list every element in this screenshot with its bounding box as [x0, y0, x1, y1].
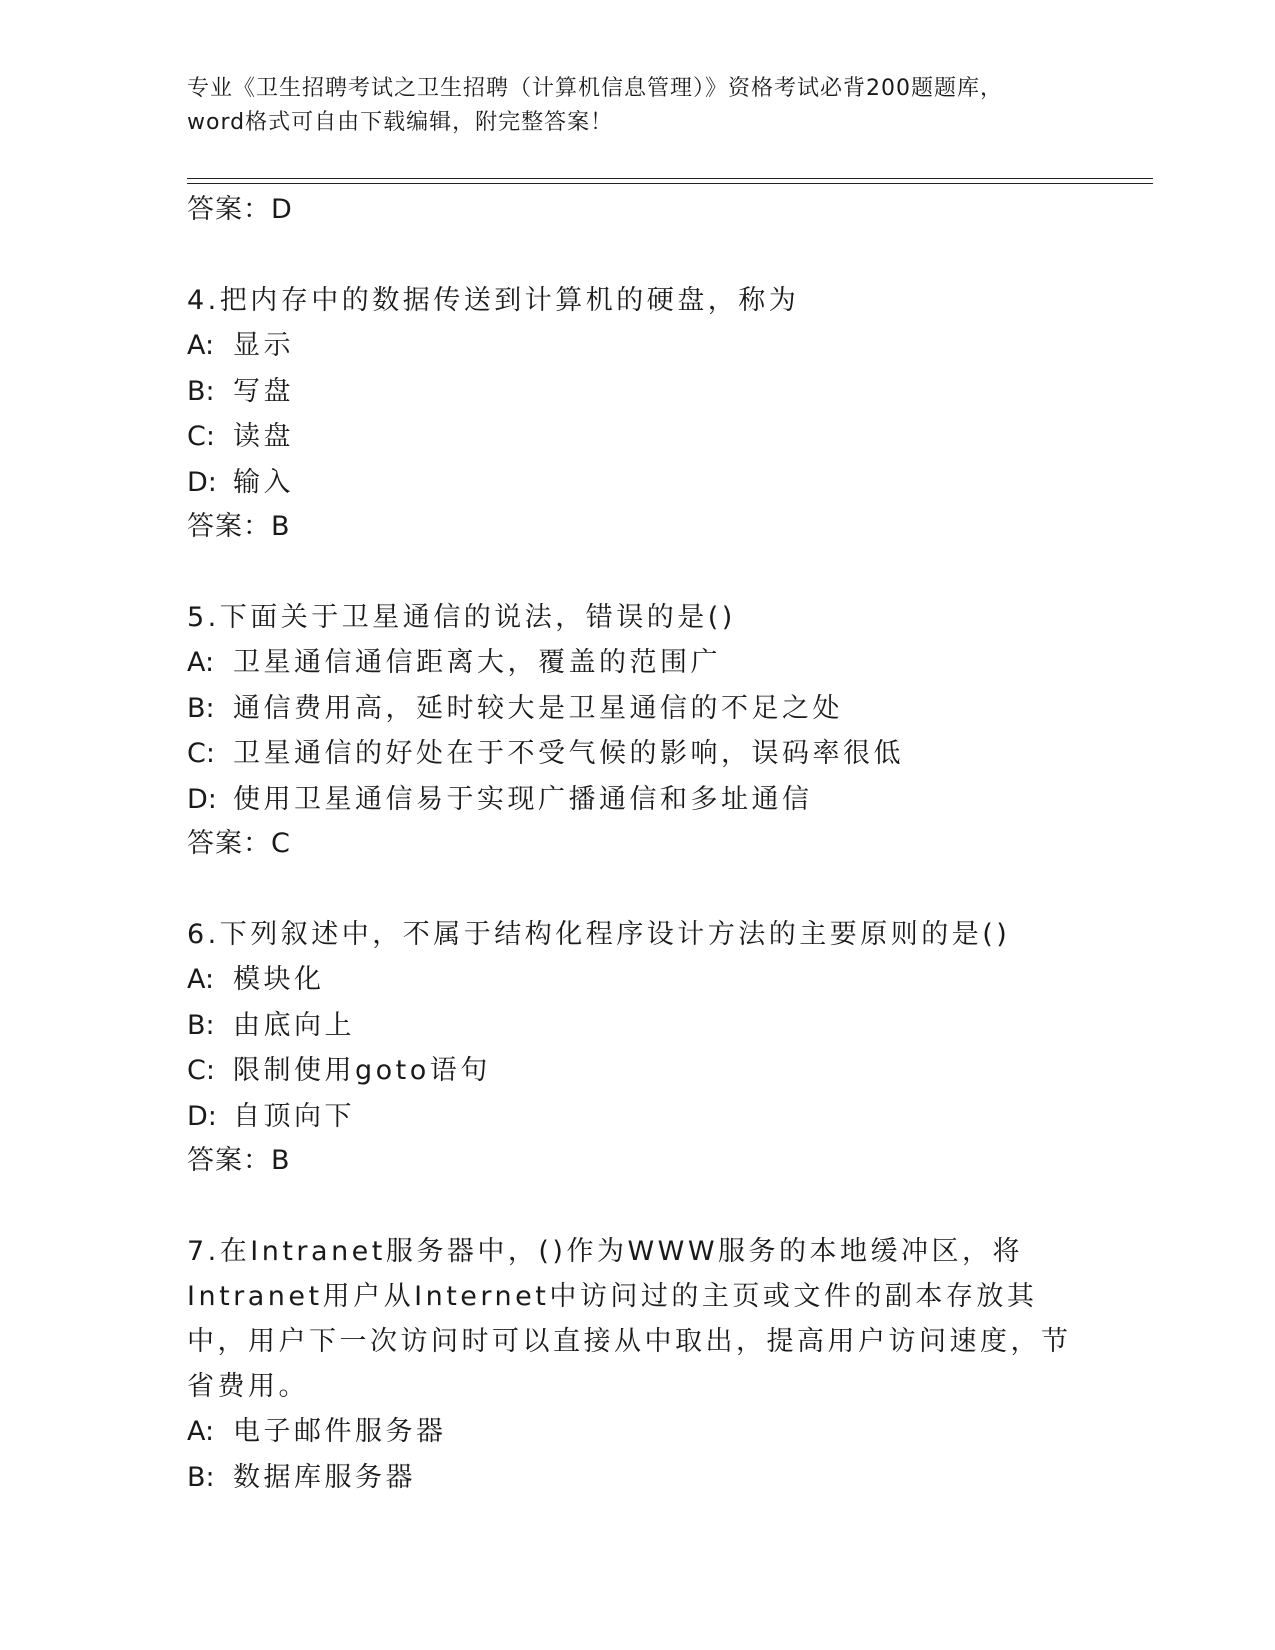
option-d	[187, 777, 1087, 823]
option-key: B:	[187, 1009, 215, 1041]
option-key: A:	[187, 964, 215, 995]
option-b	[187, 1455, 1087, 1501]
option-text: 写盘	[233, 375, 294, 407]
question-stem: 6.下列叙述中，不属于结构化程序设计方法的主要原则的是()	[187, 919, 1011, 950]
question-block	[187, 278, 1087, 549]
answer-line: 答案：B	[187, 511, 291, 542]
option-key: A:	[187, 647, 215, 678]
option-text: 自顶向下	[233, 1100, 355, 1132]
option-text: 读盘	[233, 421, 294, 452]
option-d	[187, 1094, 1087, 1140]
option-d	[187, 460, 1087, 506]
option-text: 卫星通信通信距离大，覆盖的范围广	[233, 647, 721, 678]
option-b	[187, 1003, 1087, 1049]
option-key: C:	[187, 1055, 215, 1086]
question-block	[187, 595, 1087, 866]
option-a	[187, 957, 1087, 1003]
header-divider-top	[187, 178, 1153, 179]
option-c	[187, 414, 1087, 460]
header-line-1: 专业《卫生招聘考试之卫生招聘（计算机信息管理）》资格考试必背200题题库，	[187, 76, 1003, 101]
option-b	[187, 369, 1087, 415]
option-key: A:	[187, 1416, 215, 1447]
answer-line: 答案：B	[187, 1145, 291, 1176]
header-divider-bottom	[187, 183, 1153, 184]
question-stem: 7.在Intranet服务器中，()作为WWW服务的本地缓冲区，将Intranet用户从Internet中访问过的主页或文件的副本存放其中，用户下一次访问时可以直接从中取出，提高用户访问速度，节省费用。	[187, 1236, 1072, 1402]
option-text: 输入	[233, 466, 294, 498]
question-stem: 4.把内存中的数据传送到计算机的硬盘，称为	[187, 285, 800, 316]
option-key: B:	[187, 692, 215, 724]
option-text: 模块化	[233, 964, 325, 995]
document-body	[187, 188, 1087, 1500]
option-text: 由底向上	[233, 1009, 355, 1041]
question-block	[187, 1229, 1087, 1500]
question-stem: 5.下面关于卫星通信的说法，错误的是()	[187, 602, 736, 633]
option-key: D:	[187, 466, 217, 498]
option-text: 通信费用高，延时较大是卫星通信的不足之处	[233, 692, 843, 724]
option-b	[187, 686, 1087, 732]
option-a	[187, 1409, 1087, 1455]
option-key: A:	[187, 330, 215, 361]
option-text: 电子邮件服务器	[233, 1416, 447, 1447]
option-a	[187, 323, 1087, 369]
header-line-2: word格式可自由下载编辑，附完整答案！	[187, 110, 614, 135]
option-text: 显示	[233, 330, 294, 361]
option-key: B:	[187, 1461, 215, 1493]
option-key: D:	[187, 783, 217, 815]
question-block	[187, 912, 1087, 1183]
option-text: 数据库服务器	[233, 1461, 416, 1493]
option-c	[187, 731, 1087, 777]
option-key: B:	[187, 375, 215, 407]
option-key: D:	[187, 1100, 217, 1132]
option-key: C:	[187, 421, 215, 452]
document-header	[187, 72, 1087, 140]
option-c	[187, 1048, 1087, 1094]
option-text: 使用卫星通信易于实现广播通信和多址通信	[233, 783, 813, 815]
option-text: 限制使用goto语句	[233, 1055, 491, 1086]
option-key: C:	[187, 738, 215, 769]
option-a	[187, 640, 1087, 686]
answer-line: 答案：C	[187, 828, 291, 859]
option-text: 卫星通信的好处在于不受气候的影响，误码率很低	[233, 738, 904, 769]
answer-line: 答案：D	[187, 194, 293, 225]
